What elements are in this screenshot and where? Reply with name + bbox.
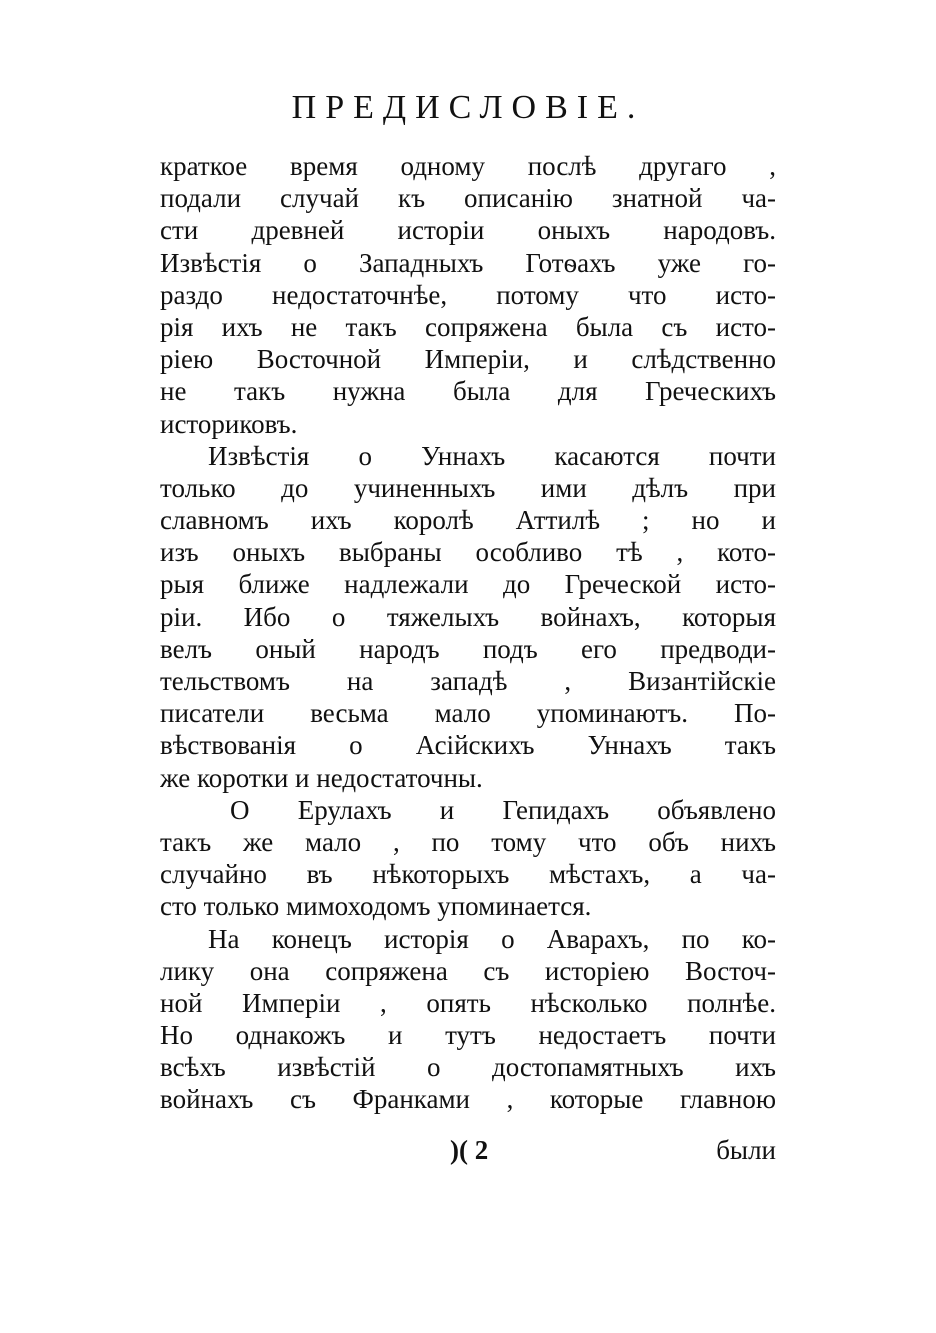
text-line: войнахъ съ Франками , которые главною — [160, 1084, 776, 1115]
text-line: сто только мимоходомъ упоминается. — [160, 891, 592, 922]
text-line: лику она сопряжена съ исторіею Восточ- — [160, 955, 776, 986]
catchword: были — [716, 1135, 776, 1165]
text-line: не такъ нужна была для Греческихъ — [160, 376, 776, 407]
text-line: рыя ближе надлежали до Греческой исто- — [160, 569, 776, 600]
text-line: ріи. Ибо о тяжелыхъ войнахъ, которыя — [160, 601, 776, 632]
text-line: писатели весьма мало упоминаютъ. По- — [160, 698, 776, 729]
text-line: такъ же мало , по тому что объ нихъ — [160, 826, 776, 857]
text-line: ріею Восточной Имперіи, и слѣдственно — [160, 344, 776, 375]
text-line: подали случай къ описанію знатной ча- — [160, 183, 776, 214]
text-line: Извѣстія о Уннахъ касаются почти — [208, 440, 776, 471]
text-line: велъ оный народъ подъ его предводи- — [160, 633, 776, 664]
text-line: ной Имперіи , опять нѣсколько полнѣе. — [160, 987, 776, 1018]
text-line: О Ерулахъ и Гепидахъ объявлено — [230, 794, 776, 825]
text-line: историковъ. — [160, 408, 298, 439]
text-line: вѣствованія о Асійскихъ Уннахъ такъ — [160, 730, 776, 761]
text-line: На конецъ исторія о Аварахъ, по ко- — [208, 923, 776, 954]
text-line: раздо недостаточнѣе, потому что исто- — [160, 279, 776, 310]
text-line: всѣхъ извѣстій о достопамятныхъ ихъ — [160, 1052, 776, 1083]
text-line: рія ихъ не такъ сопряжена была съ исто- — [160, 311, 776, 342]
text-line: случайно въ нѣкоторыхъ мѣстахъ, а ча- — [160, 859, 776, 890]
signature-mark: )( 2 — [450, 1135, 489, 1165]
body-text — [160, 150, 776, 1116]
text-line: Извѣстія о Западныхъ Готѳахъ уже го- — [160, 247, 776, 278]
page-title: ПРЕДИСЛОВІЕ. — [291, 89, 645, 126]
text-line: Но однакожъ и тутъ недостаетъ почти — [160, 1020, 776, 1051]
text-line: сти древней исторіи оныхъ народовъ. — [160, 215, 776, 246]
text-line: славномъ ихъ королѣ Аттилѣ ; но и — [160, 505, 776, 536]
text-line: краткое время одному послѣ другаго , — [160, 151, 776, 181]
text-line: тельствомъ на западѣ , Византійскіе — [160, 666, 776, 696]
text-line: изъ оныхъ выбраны особливо тѣ , кото- — [160, 537, 776, 568]
page-footer — [160, 1132, 776, 1168]
text-line: же коротки и недостаточны. — [160, 762, 483, 793]
text-line: только до учиненныхъ ими дѣлъ при — [160, 472, 776, 503]
